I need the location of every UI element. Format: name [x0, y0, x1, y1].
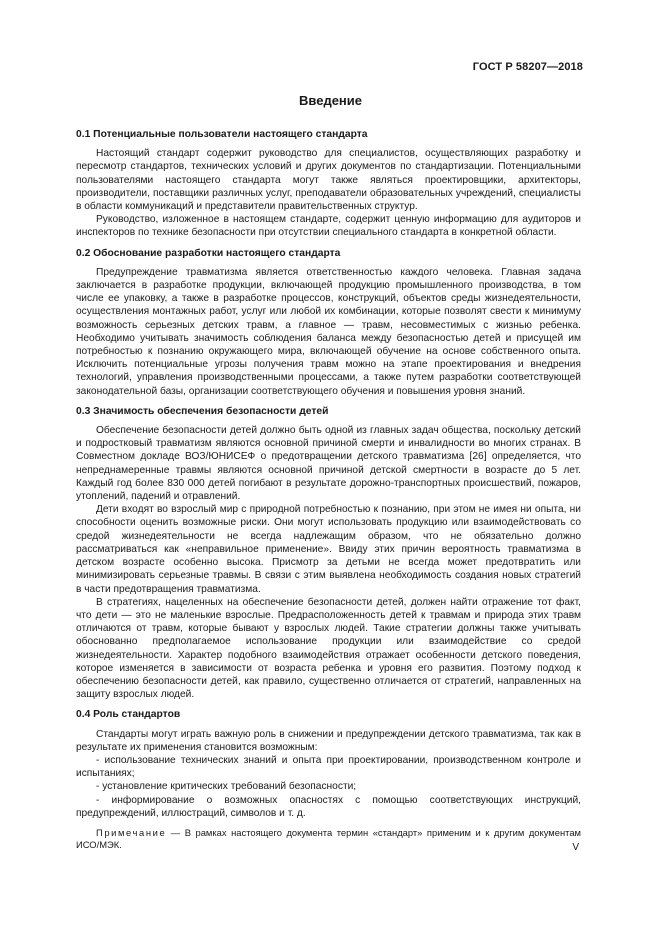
note-label: Примечание — [96, 826, 167, 838]
paragraph: Настоящий стандарт содержит руководство для специалистов, осуществляющих разработку и пересмотр стандартов, технических условий и других документов по стандартизации. Потенциальными пользователями настоящего стандарта могут также являться проектировщики, архитекторы, производители, поставщики различных услуг, преподаватели образовательных учреждений, специалисты в области коммуникаций и представители правительственных структур. — [76, 148, 581, 213]
document-header: ГОСТ Р 58207—2018 — [472, 61, 583, 73]
section-heading: 0.2 Обоснование разработки настоящего стандарта — [76, 247, 341, 259]
section-child-safety — [76, 405, 581, 701]
paragraph: В стратегиях, нацеленных на обеспечение безопасности детей, должен найти отражение тот факт, что дети — это не маленькие взрослые. Предрасположенность детей к травмам и природа этих травм отличаются от травм, которые бывают у взрослых людей. Такие стратегии должны также учитывать обоснованно предполагаемое использование продукции или взаимодействие со средой жизнедеятельности. Характер подобного взаимодействия отражает особенности детского поведения, которое изменяется в зависимости от возраста ребенка и уровня его развития. Поэтому подход к обеспечению безопасности детей, как правило, существенно отличается от стратегий, направленных на защиту взрослых людей. — [76, 596, 581, 701]
list-item: - использование технических знаний и опыта при проектировании, производственном контроле и испытаниях; — [76, 754, 581, 780]
paragraph: Предупреждение травматизма является ответственностью каждого человека. Главная задача заключается в разработке продукции, включающей продукцию промышленного производства, в том числе ее упаковку, а также в разработке процессов, конструкций, объектов среды жизнедеятельности, осуществления монтажных работ, услуг или любой их комбинации, которые позволят свести к минимуму возможность серьезных детских травм, а главное — травм, несовместимых с жизнью ребенка. Необходимо учитывать значимость соблюдения баланса между безопасностью детей и присущей им потребностью к познанию окружающего мира, включающей обучение на основе собственного опыта. Исключить потенциальные угрозы получения травм можно на этапе проектирования и внедрения технологий, управления производственными процессами, а также путем разработки соответствующей законодательной базы, организации соответствующего обучения и повышения уровня знаний. — [76, 266, 581, 397]
section-potential-users — [76, 128, 581, 240]
note — [76, 827, 581, 852]
paragraph: Дети входят во взрослый мир с природной потребностью к познанию, при этом не имея ни опыта, ни способности оценить возможные риски. Они могут использовать продукцию или взаимодействовать со средой жизнедеятельности не всегда надлежащим образом, что не обязательно должно рассматриваться как «неправильное применение». Ввиду этих причин вероятность травматизма в детском возрасте особенно высока. Присмотр за детьми не всегда может предотвратить или минимизировать серьезные травмы. В связи с этим выявлена необходимость создания новых стратегий в части предотвращения травматизма. — [76, 504, 581, 595]
section-rationale — [76, 247, 581, 398]
list-item: - установление критических требований безопасности; — [96, 781, 357, 793]
list-item: - информирование о возможных опасностях с помощью соответствующих инструкций, предупреждений, иллюстраций, символов и т. д. — [76, 794, 581, 819]
section-heading: 0.3 Значимость обеспечения безопасности детей — [76, 405, 329, 417]
paragraph: Стандарты могут играть важную роль в снижении и предупреждении детского травматизма, так как в результате их применения становится возможным: — [76, 728, 581, 753]
page-number: V — [572, 842, 579, 853]
paragraph: Обеспечение безопасности детей должно быть одной из главных задач общества, поскольку детский и подростковый травматизм являются основной причиной смерти и инвалидности во многих странах. В Совместном докладе ВОЗ/ЮНИСЕФ о предотвращении детского травматизма [26] определяется, что непреднамеренные травмы являются основной причиной детской смертности в возрасте до 5 лет. Каждый год более 830 000 детей погибают в результате дорожно-транспортных происшествий, пожаров, утоплений, падений и отравлений. — [76, 425, 581, 503]
paragraph: Руководство, изложенное в настоящем стандарте, содержит ценную информацию для аудиторов и инспекторов по технике безопасности при отсутствии специального стандарта в конкретной области. — [76, 214, 581, 239]
section-heading: 0.4 Роль стандартов — [76, 709, 181, 721]
document-body — [76, 128, 581, 852]
note-text: — В рамках настоящего документа термин «стандарт» применим и к другим документам ИСО/МЭК. — [76, 826, 581, 851]
section-heading: 0.1 Потенциальные пользователи настоящего стандарта — [76, 129, 368, 140]
page-title: Введение — [299, 93, 362, 108]
section-role-of-standards — [76, 708, 581, 820]
